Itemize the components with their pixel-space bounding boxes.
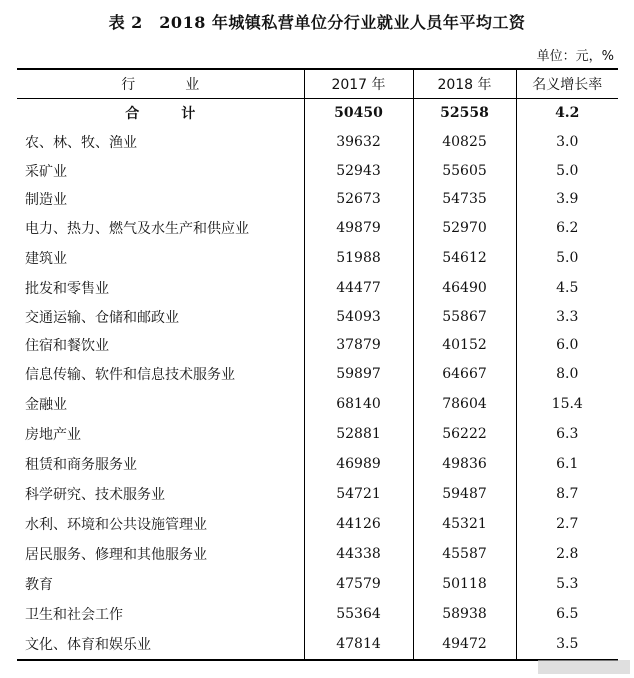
total-rate: 4.2 (516, 99, 618, 128)
wage-table (17, 68, 618, 661)
value-2017-cell: 59897 (304, 359, 413, 389)
value-2018-cell: 52970 (413, 213, 516, 243)
industry-cell: 水利、环境和公共设施管理业 (25, 517, 207, 533)
growth-rate-cell: 5.0 (516, 243, 618, 273)
value-2017-cell: 47814 (304, 629, 413, 660)
value-2017-cell: 52881 (304, 419, 413, 449)
table-row (17, 389, 618, 419)
table-row (17, 599, 618, 629)
growth-rate-cell: 3.5 (516, 629, 618, 660)
industry-cell: 租赁和商务服务业 (25, 457, 137, 473)
value-2017-cell: 46989 (304, 449, 413, 479)
growth-rate-cell: 3.3 (516, 303, 618, 331)
industry-cell: 卫生和社会工作 (25, 607, 123, 623)
value-2017-cell: 44477 (304, 273, 413, 303)
value-2018-cell: 59487 (413, 479, 516, 509)
header-growth-rate: 名义增长率 (516, 69, 618, 99)
industry-cell: 农、林、牧、渔业 (25, 135, 137, 151)
value-2018-cell: 46490 (413, 273, 516, 303)
growth-rate-cell: 2.7 (516, 509, 618, 539)
table-row (17, 479, 618, 509)
header-2018: 2018 年 (413, 69, 516, 99)
growth-rate-cell: 6.1 (516, 449, 618, 479)
value-2018-cell: 40825 (413, 127, 516, 157)
table-row (17, 127, 618, 157)
value-2017-cell: 39632 (304, 127, 413, 157)
industry-cell: 科学研究、技术服务业 (25, 487, 165, 503)
growth-rate-cell: 15.4 (516, 389, 618, 419)
value-2018-cell: 49472 (413, 629, 516, 660)
value-2018-cell: 58938 (413, 599, 516, 629)
table-row (17, 359, 618, 389)
growth-rate-cell: 4.5 (516, 273, 618, 303)
value-2017-cell: 47579 (304, 569, 413, 599)
industry-cell: 房地产业 (25, 427, 81, 443)
industry-cell: 电力、热力、燃气及水生产和供应业 (25, 221, 249, 237)
growth-rate-cell: 6.0 (516, 331, 618, 359)
value-2018-cell: 50118 (413, 569, 516, 599)
table-row (17, 629, 618, 660)
industry-cell: 采矿业 (25, 164, 67, 180)
watermark (538, 660, 630, 674)
table-row (17, 419, 618, 449)
value-2018-cell: 78604 (413, 389, 516, 419)
table-row (17, 331, 618, 359)
value-2017-cell: 44338 (304, 539, 413, 569)
value-2018-cell: 64667 (413, 359, 516, 389)
total-2018: 52558 (413, 99, 516, 128)
value-2017-cell: 68140 (304, 389, 413, 419)
value-2018-cell: 54735 (413, 185, 516, 213)
unit-note: 单位：元，% (536, 49, 614, 64)
growth-rate-cell: 3.0 (516, 127, 618, 157)
industry-cell: 制造业 (25, 192, 67, 208)
value-2017-cell: 44126 (304, 509, 413, 539)
table-row (17, 539, 618, 569)
value-2018-cell: 49836 (413, 449, 516, 479)
value-2017-cell: 37879 (304, 331, 413, 359)
total-label: 合 计 (125, 106, 210, 122)
growth-rate-cell: 3.9 (516, 185, 618, 213)
table-row (17, 273, 618, 303)
growth-rate-cell: 6.5 (516, 599, 618, 629)
header-industry: 行 业 (17, 69, 304, 99)
header-row (17, 69, 618, 99)
value-2017-cell: 55364 (304, 599, 413, 629)
value-2018-cell: 55605 (413, 157, 516, 185)
industry-cell: 教育 (25, 577, 53, 593)
value-2017-cell: 54721 (304, 479, 413, 509)
industry-cell: 交通运输、仓储和邮政业 (25, 310, 179, 326)
table-row (17, 157, 618, 185)
industry-cell: 居民服务、修理和其他服务业 (25, 547, 207, 563)
table-row (17, 303, 618, 331)
value-2018-cell: 55867 (413, 303, 516, 331)
header-2017: 2017 年 (304, 69, 413, 99)
value-2018-cell: 54612 (413, 243, 516, 273)
value-2018-cell: 56222 (413, 419, 516, 449)
growth-rate-cell: 2.8 (516, 539, 618, 569)
industry-cell: 批发和零售业 (25, 281, 109, 297)
industry-cell: 住宿和餐饮业 (25, 338, 109, 354)
value-2018-cell: 40152 (413, 331, 516, 359)
growth-rate-cell: 6.2 (516, 213, 618, 243)
value-2017-cell: 54093 (304, 303, 413, 331)
growth-rate-cell: 8.0 (516, 359, 618, 389)
total-row (17, 99, 618, 128)
table-row (17, 569, 618, 599)
value-2018-cell: 45587 (413, 539, 516, 569)
value-2018-cell: 45321 (413, 509, 516, 539)
growth-rate-cell: 5.0 (516, 157, 618, 185)
growth-rate-cell: 6.3 (516, 419, 618, 449)
table-row (17, 449, 618, 479)
growth-rate-cell: 5.3 (516, 569, 618, 599)
industry-cell: 信息传输、软件和信息技术服务业 (25, 367, 235, 383)
industry-cell: 金融业 (25, 397, 67, 413)
industry-cell: 建筑业 (25, 251, 67, 267)
table-title: 表 2 2018 年城镇私营单位分行业就业人员年平均工资 (108, 13, 526, 32)
value-2017-cell: 52673 (304, 185, 413, 213)
table-row (17, 213, 618, 243)
industry-cell: 文化、体育和娱乐业 (17, 629, 304, 660)
table-row (17, 185, 618, 213)
value-2017-cell: 52943 (304, 157, 413, 185)
value-2017-cell: 49879 (304, 213, 413, 243)
growth-rate-cell: 8.7 (516, 479, 618, 509)
table-row (17, 509, 618, 539)
table-row (17, 243, 618, 273)
value-2017-cell: 51988 (304, 243, 413, 273)
total-2017: 50450 (304, 99, 413, 128)
